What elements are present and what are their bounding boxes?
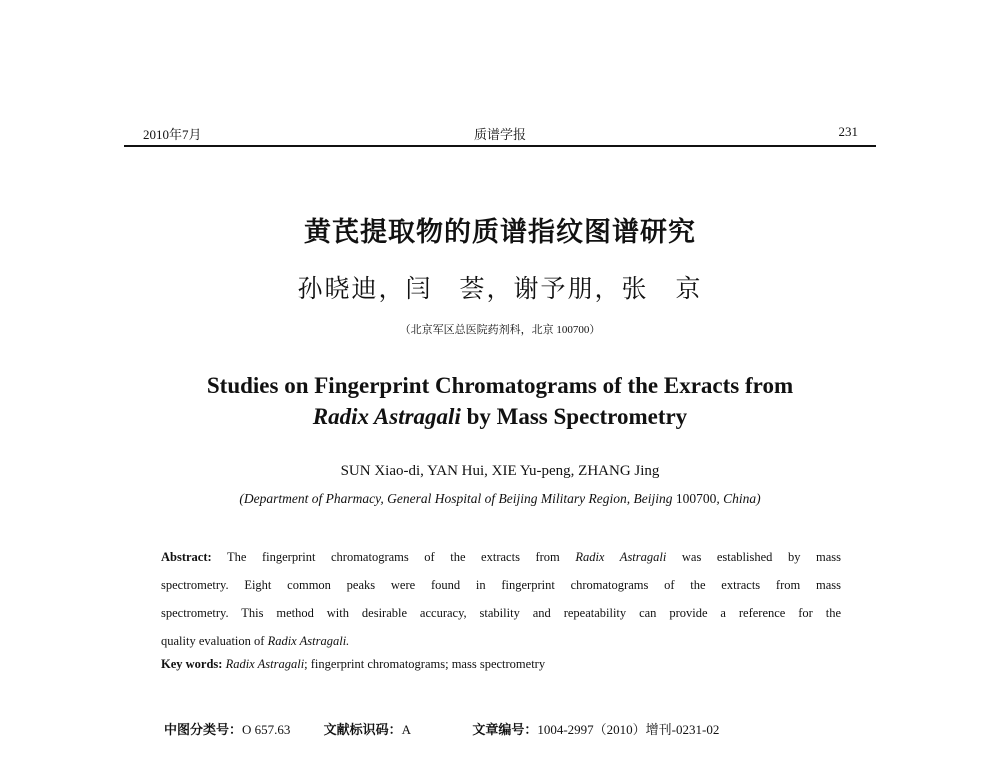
class-label: 中图分类号：	[164, 722, 243, 737]
english-affiliation-code: 100700	[675, 491, 717, 506]
page-number: 231	[838, 124, 858, 139]
abstract-l1-b: was established by mass	[666, 550, 842, 564]
chinese-title: 黄芪提取物的质谱指纹图谱研究	[304, 217, 696, 247]
abstract	[161, 543, 841, 655]
english-title-line1: Studies on Fingerprint Chromatograms of the Exracts from	[206, 373, 794, 398]
english-title-species: Radix Astragali	[312, 404, 461, 429]
doc-code-value: A	[401, 722, 412, 737]
article-number-value: 1004-2997（2010）增刊-0231-02	[537, 722, 720, 737]
abstract-l1-a: The fingerprint chromatograms of the extracts from	[211, 550, 576, 564]
abstract-l1-species: Radix Astragali	[575, 550, 667, 564]
header-rule	[124, 145, 876, 147]
english-title-line2	[0, 401, 1000, 432]
english-title	[0, 370, 1000, 432]
english-affiliation-text: (Department of Pharmacy, General Hospital of Beijing Military Region, Beijing	[239, 491, 676, 506]
keywords-species: Radix Astragali	[222, 657, 305, 671]
abstract-line-1	[161, 543, 841, 571]
chinese-affiliation: （北京军区总医院药剂科，北京 100700）	[399, 324, 601, 336]
doc-code-label: 文献标识码：	[323, 722, 402, 737]
abstract-l4-a: quality evaluation of	[161, 634, 268, 648]
abstract-line-3: spectrometry. This method with desirable accuracy, stability and repeatability can provide a reference for the	[161, 606, 841, 620]
abstract-l4-species: Radix Astragali.	[267, 634, 350, 648]
keywords	[161, 657, 841, 672]
abstract-label: Abstract:	[161, 550, 212, 564]
keywords-label: Key words:	[161, 657, 223, 671]
class-value: O 657.63	[242, 722, 291, 737]
running-header-journal: 质谱学报	[473, 127, 526, 142]
keywords-rest: ; fingerprint chromatograms; mass spectrometry	[304, 657, 546, 671]
running-header-date: 2010年7月	[143, 127, 202, 142]
english-authors: SUN Xiao-di, YAN Hui, XIE Yu-peng, ZHANG Jing	[340, 463, 660, 479]
chinese-authors: 孙晓迪，闫 荟，谢予朋，张 京	[297, 276, 703, 303]
english-affiliation-end: , China)	[716, 491, 761, 506]
article-number-label: 文章编号：	[472, 722, 538, 737]
abstract-line-4	[161, 627, 841, 655]
abstract-line-2: spectrometry. Eight common peaks were found in fingerprint chromatograms of the extracts from mass	[161, 578, 841, 592]
english-title-line2-rest: by Mass Spectrometry	[460, 404, 688, 429]
classification-footer	[164, 719, 719, 738]
english-affiliation	[0, 491, 1000, 507]
